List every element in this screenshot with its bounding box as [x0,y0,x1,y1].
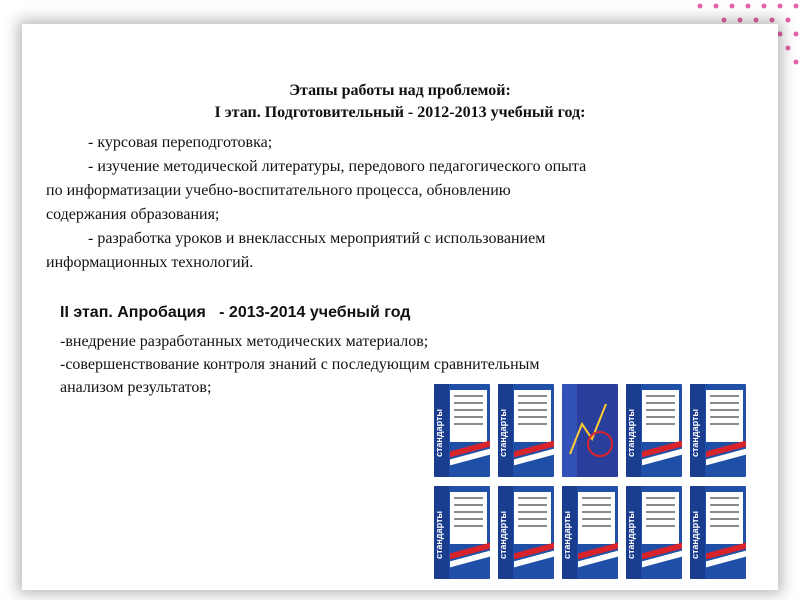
stage2-item1: -внедрение разработанных методических материалов; [60,333,429,350]
stage1-item3-line1: - разработка уроков и внеклассных мероприятий с использованием [88,230,546,247]
book-cover [690,486,746,579]
cover-spine-word: стандарты [434,408,444,458]
book-cover [434,486,490,579]
slide-heading [0,80,800,124]
stage2-title: II этап. Апробация - 2013-2014 учебный год [60,304,411,321]
cover-spine-word: стандарты [498,510,508,560]
book-cover [562,486,618,579]
stage1-item2-line2: по информатизации учебно-воспитательного процесса, обновлению [46,182,511,199]
stage2-item2-line2: анализом результатов; [60,379,212,396]
cover-art [562,384,618,477]
cover-spine-word: стандарты [690,510,700,560]
book-cover [434,384,490,477]
heading-line2: I этап. Подготовительный - 2012-2013 учебный год: [214,104,586,121]
book-covers-image [434,384,754,580]
stage1-item3-line2: информационных технологий. [46,254,254,271]
cover-spine-word: стандарты [690,408,700,458]
book-cover [562,384,618,477]
book-cover [498,384,554,477]
cover-spine-word: стандарты [434,510,444,560]
cover-spine-word: стандарты [562,510,572,560]
stage2-item2-line1: -совершенствование контроля знаний с последующим сравнительным [60,356,540,373]
book-cover [626,384,682,477]
cover-spine-word: стандарты [498,408,508,458]
cover-spine-word: стандарты [626,510,636,560]
book-cover [626,486,682,579]
heading-line1: Этапы работы над проблемой: [289,82,511,99]
book-cover [498,486,554,579]
book-cover [690,384,746,477]
stage1-item1: - курсовая переподготовка; [88,134,273,151]
cover-spine-word: стандарты [626,408,636,458]
stage1-item2-line3: содержания образования; [46,206,220,223]
stage1-item2-line1: - изучение методической литературы, передового педагогического опыта [88,158,587,175]
